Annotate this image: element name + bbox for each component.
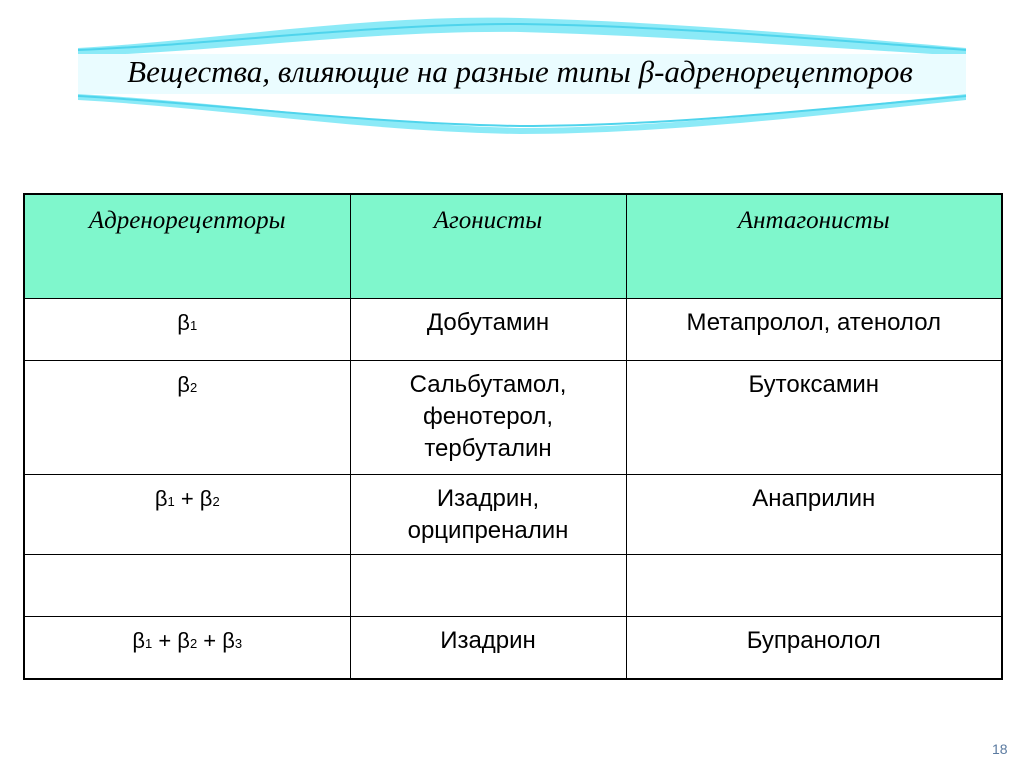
antagonists-cell [626,555,1002,617]
agonists-cell [350,555,626,617]
receptor-cell: β2 [24,361,350,475]
receptor-cell: β1 [24,299,350,361]
receptor-cell [24,555,350,617]
table-row [24,475,1002,555]
header-antagonists: Антагонисты [626,194,1002,299]
antagonists-cell: Метапролол, атенолол [626,299,1002,361]
page-number: 18 [992,741,1008,757]
agonists-cell: Изадрин [350,617,626,680]
title-banner [70,10,970,135]
receptor-cell: β1 + β2 + β3 [24,617,350,680]
table-row-empty [24,555,1002,617]
page-title: Вещества, влияющие на разные типы β-адренорецепторов [127,54,913,89]
antagonists-cell: Анаприлин [626,475,1002,555]
header-receptors: Адренорецепторы [24,194,350,299]
agonists-cell: Добутамин [350,299,626,361]
agonists-cell: Изадрин, орципреналин [350,475,626,555]
receptor-table [23,193,1003,680]
antagonists-cell: Бупранолол [626,617,1002,680]
table-row [24,617,1002,680]
table-header-row [24,194,1002,299]
antagonists-cell: Бутоксамин [626,361,1002,475]
table-row [24,361,1002,475]
header-agonists: Агонисты [350,194,626,299]
table-row [24,299,1002,361]
agonists-cell: Сальбутамол, фенотерол, тербуталин [350,361,626,475]
receptor-cell: β1 + β2 [24,475,350,555]
